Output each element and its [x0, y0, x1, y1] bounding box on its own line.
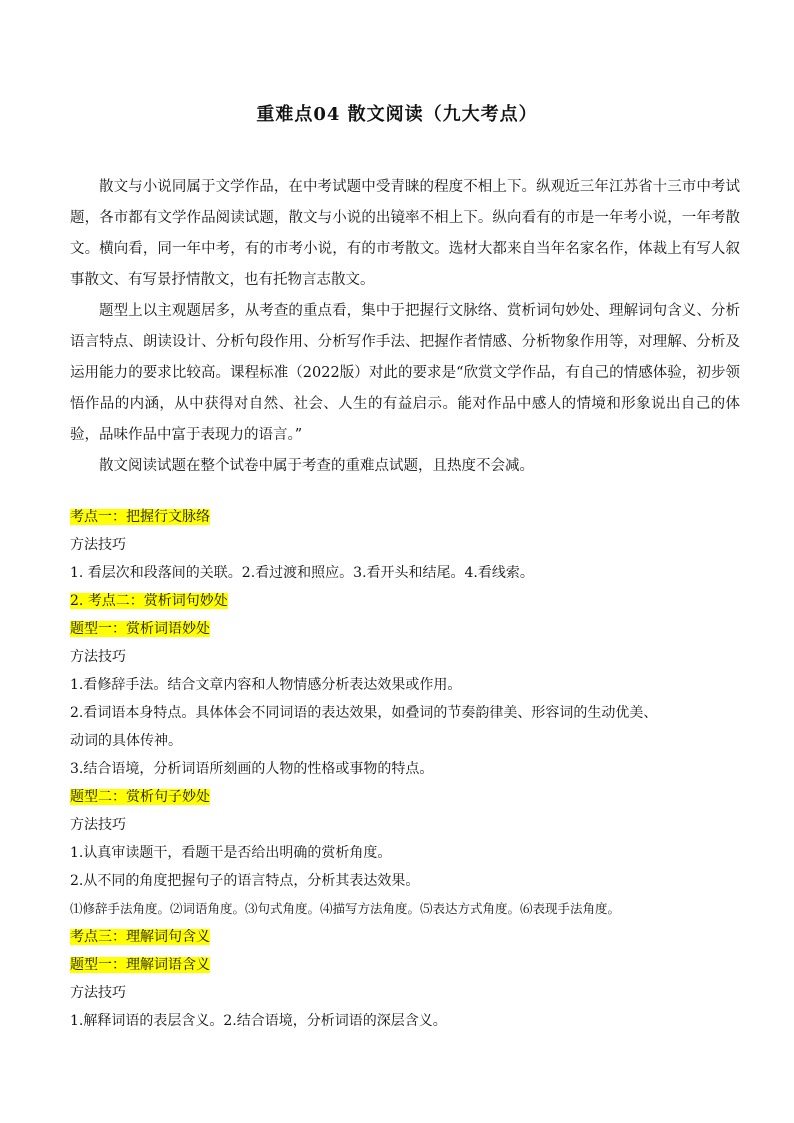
section-line	[70, 531, 740, 559]
section-line	[70, 671, 740, 699]
line-text: 方法技巧	[70, 985, 126, 1001]
line-text: 动词的具体传神。	[70, 733, 182, 749]
page-title: 重难点04 散文阅读（九大考点）	[256, 104, 538, 125]
intro-paragraph: 散文阅读试题在整个试卷中属于考查的重难点试题，且热度不会减。	[99, 458, 534, 474]
section-line	[70, 699, 740, 727]
line-text: 3.结合语境，分析词语所刻画的人物的性格或事物的特点。	[70, 761, 434, 777]
line-text: 方法技巧	[70, 817, 126, 833]
line-text: 题型一：理解词语含义	[70, 957, 210, 973]
line-text: 题型一：赏析词语妙处	[70, 621, 210, 637]
section-line	[70, 923, 740, 951]
line-text: 考点一：把握行文脉络	[70, 509, 210, 525]
intro-paragraph: 散文与小说同属于文学作品，在中考试题中受青睐的程度不相上下。纵观近三年江苏省十三市中考试题，各市都有文学作品阅读试题，散文与小说的出镜率不相上下。纵向看有的市是一年考小说，一年考散文。横向看，同一年中考，有的市考小说，有的市考散文。选材大都来自当年名家名作，体裁上有写人叙事散文、有写景抒情散文，也有托物言志散文。	[70, 179, 740, 288]
section-line	[70, 839, 740, 867]
section-line	[70, 1007, 740, 1035]
intro-paragraph: 题型上以主观题居多，从考查的重点看，集中于把握行文脉络、赏析词句妙处、理解词句含义、分析语言特点、朗读设计、分析句段作用、分析写作手法、把握作者情感、分析物象作用等，对理解、分析及运用能力的要求比较高。课程标准（2022版）对此的要求是“欣赏文学作品，有自己的情感体验，初步领悟作品的内涵，从中获得对自然、社会、人生的有益启示。能对作品中感人的情境和形象说出自己的体验，品味作品中富于表现力的语言。”	[70, 303, 740, 443]
line-text: 考点三：理解词句含义	[70, 929, 210, 945]
section-line	[70, 643, 740, 671]
line-text: 2.从不同的角度把握句子的语言特点，分析其表达效果。	[70, 873, 420, 889]
line-text: 2.看词语本身特点。具体体会不同词语的表达效果，如叠词的节奏韵律美、形容词的生动优美、	[70, 705, 658, 721]
line-text: 方法技巧	[70, 537, 126, 553]
section-line	[70, 811, 740, 839]
line-text: 1. 看层次和段落间的关联。2.看过渡和照应。3.看开头和结尾。4.看线索。	[70, 565, 534, 581]
line-text: ⑴修辞手法角度。⑵词语角度。⑶句式角度。⑷描写方法角度。⑸表达方式角度。⑹表现手法角度。	[70, 901, 621, 916]
section-line	[70, 979, 740, 1007]
section-line	[70, 755, 740, 783]
line-text: 方法技巧	[70, 649, 126, 665]
section-line	[70, 895, 740, 923]
line-text: 题型二：赏析句子妙处	[70, 789, 210, 805]
section-line	[70, 587, 740, 615]
exam-points-section	[70, 503, 740, 1035]
section-line	[70, 503, 740, 531]
line-text: 1.认真审读题干，看题干是否给出明确的赏析角度。	[70, 845, 392, 861]
intro-section	[70, 172, 740, 482]
section-line	[70, 951, 740, 979]
section-line	[70, 783, 740, 811]
line-text: 1.解释词语的表层含义。2.结合语境，分析词语的深层含义。	[70, 1013, 447, 1029]
section-line	[70, 559, 740, 587]
line-text: 2. 考点二：赏析词句妙处	[70, 593, 228, 609]
section-line	[70, 727, 740, 755]
line-text: 1.看修辞手法。结合文章内容和人物情感分析表达效果或作用。	[70, 677, 462, 693]
section-line	[70, 867, 740, 895]
section-line	[70, 615, 740, 643]
